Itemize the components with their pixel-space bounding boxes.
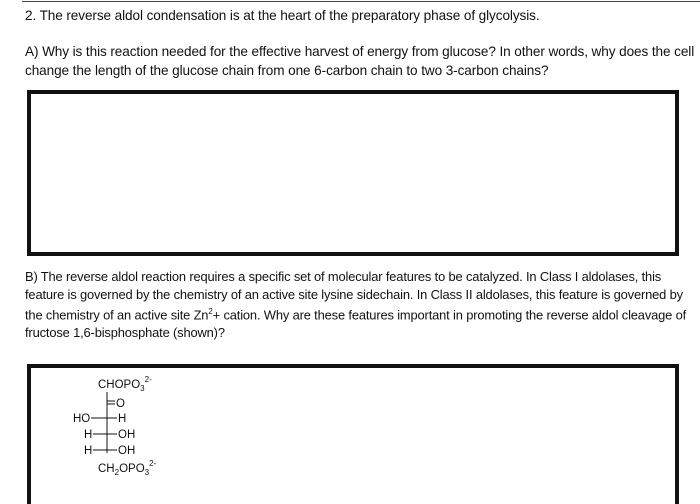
top-group-label: $CHOPO_3^{2-}$ — [98, 375, 152, 393]
part-b-text-1: B) The reverse aldol reaction requires a specific set of molecular features to be catalyzed. In Class I aldolases, this feature is governed by the chemistry of an active site lysine sidechain. In Class II aldolases, this feature is governed by the chemistry of an active site Zn — [25, 269, 683, 323]
fructose-bisphosphate-structure — [60, 368, 200, 490]
question-title: 2. The reverse aldol condensation is at the heart of the preparatory phase of glycolysis. — [25, 8, 540, 23]
part-b-text-2: + cation. Why are these features important in promoting the reverse aldol cleavage of fructose 1,6-bisphosphate (shown)? — [25, 307, 687, 341]
question-part-a: A) Why is this reaction needed for the effective harvest of energy from glucose? In other words, why does the cell change the length of the glucose chain from one 6-carbon chain to two 3-carbon chains? — [25, 44, 695, 78]
bottom-group-label: $CH_2OPO_3^{2-}$ — [98, 459, 157, 477]
row3-left-label: H — [84, 445, 93, 457]
top-rule — [22, 1, 700, 2]
row2-left-label: H — [84, 429, 93, 441]
carbonyl-oxygen: O — [116, 398, 125, 410]
row1-left-label: HO — [73, 413, 91, 425]
row3-right-label: OH — [118, 445, 136, 457]
row1-right-label: H — [118, 413, 127, 425]
answer-box-a[interactable] — [27, 90, 679, 256]
fischer-projection — [60, 368, 200, 490]
zn-charge-superscript: 2 — [208, 307, 213, 317]
question-part-b — [25, 268, 697, 342]
row2-right-label: OH — [118, 429, 136, 441]
